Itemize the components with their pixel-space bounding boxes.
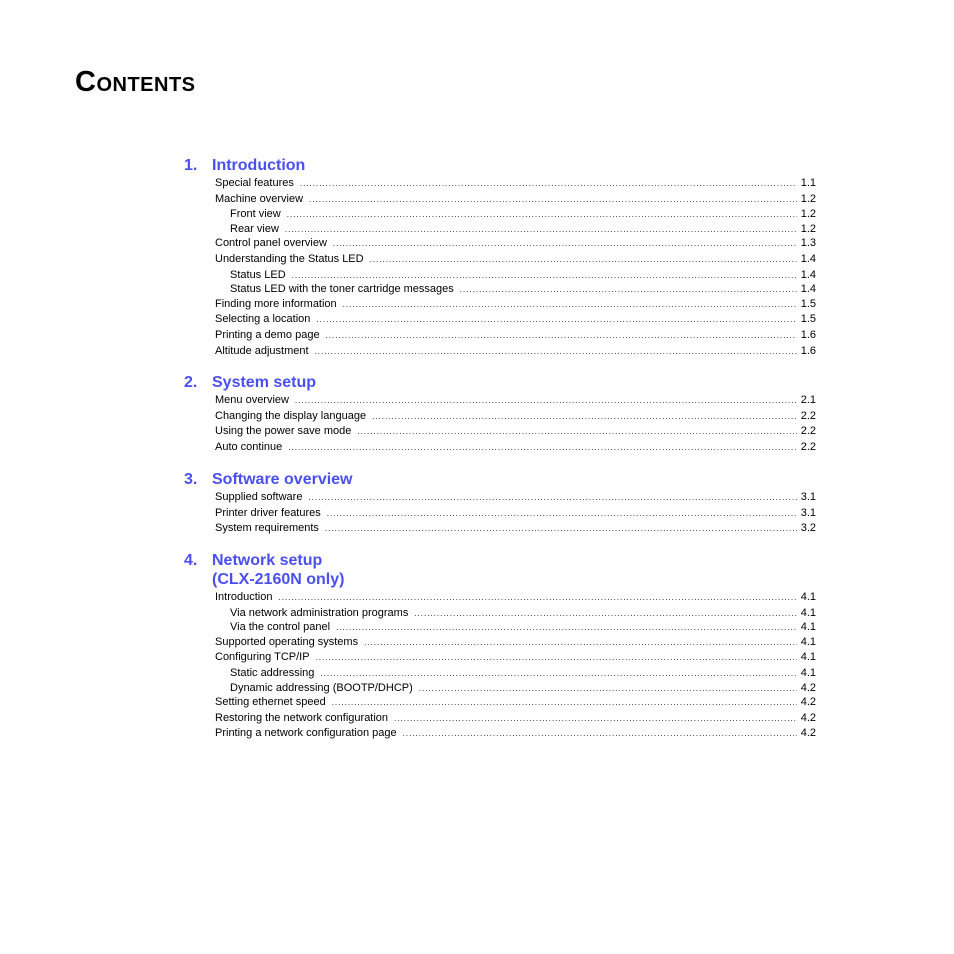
dot-leader [285,223,797,238]
toc-entry[interactable] [184,620,816,635]
toc-entry-label: Front view [230,208,281,221]
toc-page-number: 2.2 [800,425,816,438]
toc-entry-label: Printer driver features [215,506,321,519]
toc-page-number: 1.2 [800,208,816,221]
section-title: Introduction [212,157,306,174]
toc-page-number: 1.6 [800,344,816,357]
dot-leader [327,506,797,522]
toc-entry[interactable] [184,312,816,328]
toc-entry[interactable] [184,695,816,711]
toc-entry[interactable] [184,176,816,192]
toc-entry-label: Understanding the Status LED [215,252,364,265]
section-number: 3. [184,471,198,488]
toc-entry-label: Changing the display language [215,409,367,422]
section-number: 2. [184,374,198,391]
toc-section [184,470,816,537]
toc-entry-label: Control panel overview [215,237,327,250]
dot-leader [308,490,796,506]
toc-entry[interactable] [184,192,816,208]
toc-entry-label: System requirements [215,522,319,535]
toc-entry-label: Menu overview [215,394,289,406]
toc-page-number: 4.1 [800,651,816,664]
toc-entry-label: Finding more information [215,297,337,310]
toc-entry[interactable] [184,393,816,409]
dot-leader [403,726,797,742]
dot-leader [288,440,796,456]
toc-entry[interactable] [184,282,816,297]
toc-entry-label: Restoring the network configuration [215,711,389,724]
toc-entry[interactable] [184,635,816,651]
dot-leader [309,192,797,208]
dot-leader [414,607,796,622]
toc-page-number: 4.2 [800,696,816,709]
toc-page-number: 1.4 [800,252,816,265]
toc-page-number: 3.1 [800,491,816,503]
toc-page-number: 4.1 [800,666,816,679]
section-heading[interactable] [184,156,816,175]
toc-entry-label: Printing a network configuration page [215,727,397,740]
toc-entry-label: Via the control panel [230,621,331,634]
dot-leader [278,590,796,606]
dot-leader [300,176,797,192]
toc-entry[interactable] [184,490,816,506]
toc-entry[interactable] [184,236,816,252]
toc-entry[interactable] [184,207,816,222]
toc-entry[interactable] [184,506,816,522]
toc-entry-label: Machine overview [215,192,304,205]
page-title: Contents [75,66,196,98]
dot-leader [325,521,797,537]
toc-entry[interactable] [184,726,816,742]
toc-entry-label: Using the power save mode [215,425,352,438]
dot-leader [295,393,797,409]
section-heading[interactable] [184,373,816,392]
toc-page-number: 4.1 [800,635,816,648]
section-title: Network setup (CLX-2160N only) [212,552,345,588]
toc-entry[interactable] [184,521,816,537]
toc-entry[interactable] [184,328,816,344]
toc-entry[interactable] [184,344,816,360]
toc-page-number: 3.1 [800,506,816,519]
toc-page-number: 2.2 [800,409,816,422]
dot-leader [333,236,797,252]
dot-leader [287,208,797,223]
toc-page-number: 4.2 [800,727,816,740]
toc-page-number: 2.2 [800,440,816,453]
toc-page-number: 1.3 [800,237,816,250]
toc-page-number: 1.6 [800,328,816,341]
dot-leader [316,312,796,328]
toc-entry[interactable] [184,650,816,666]
toc-page-number: 1.5 [800,313,816,326]
dot-leader [364,635,797,651]
toc-page-number: 3.2 [800,522,816,535]
toc-page-number: 1.1 [800,177,816,189]
dot-leader [315,344,797,360]
dot-leader [343,297,797,313]
toc-section [184,373,816,455]
toc-entry-label: Status LED [230,268,286,281]
toc-page-number: 4.2 [800,711,816,724]
toc-entry[interactable] [184,268,816,283]
toc-page-number: 1.4 [800,268,816,281]
section-heading[interactable] [184,551,816,589]
toc-page-number: 4.2 [800,681,816,694]
toc-entry-label: Rear view [230,222,279,235]
section-title: System setup [212,374,317,391]
dot-leader [419,682,797,697]
toc-entry-label: Dynamic addressing (BOOTP/DHCP) [230,681,413,694]
dot-leader [326,328,797,344]
toc-entry-label: Printing a demo page [215,328,320,341]
toc-page-number: 2.1 [800,394,816,406]
dot-leader [357,424,796,440]
toc-entry-label: Status LED with the toner cartridge messages [230,283,454,296]
toc-entry[interactable] [184,297,816,313]
dot-leader [372,409,797,425]
toc-entry[interactable] [184,409,816,425]
toc-page-number: 1.2 [800,222,816,235]
toc-entry[interactable] [184,711,816,727]
toc-entry-label: Selecting a location [215,313,311,326]
section-number: 1. [184,157,198,174]
toc-entry[interactable] [184,681,816,696]
toc-entry[interactable] [184,424,816,440]
dot-leader [394,711,797,727]
toc-entry-label: Setting ethernet speed [215,696,326,709]
dot-leader [332,695,797,711]
toc-entry-label: Introduction [215,591,273,603]
dot-leader [316,650,797,666]
toc-page-number: 4.1 [800,606,816,619]
section-heading[interactable] [184,470,816,489]
toc-entry[interactable] [184,252,816,268]
toc-page-number: 1.2 [800,192,816,205]
toc-entry[interactable] [184,590,816,606]
toc-section [184,551,816,742]
section-title: Software overview [212,471,353,488]
toc-section [184,156,816,359]
dot-leader [370,252,797,268]
toc-page-number: 1.5 [800,297,816,310]
toc-entry-label: Configuring TCP/IP [215,651,310,664]
dot-leader [292,269,797,284]
toc-entry-label: Special features [215,177,294,189]
toc-entry-label: Static addressing [230,666,315,679]
dot-leader [320,667,796,682]
toc-entry[interactable] [184,222,816,237]
toc-entry[interactable] [184,440,816,456]
toc-page-number: 1.4 [800,283,816,296]
dot-leader [336,621,797,636]
toc-page-number: 4.1 [800,621,816,634]
toc-entry-label: Altitude adjustment [215,344,309,357]
toc-entry-label: Via network administration programs [230,606,409,619]
section-number: 4. [184,552,198,569]
toc-entry-label: Supplied software [215,491,303,503]
toc-entry-label: Auto continue [215,440,283,453]
toc-entry[interactable] [184,606,816,621]
dot-leader [460,283,797,298]
toc-entry[interactable] [184,666,816,681]
toc-entry-label: Supported operating systems [215,635,359,648]
toc-page-number: 4.1 [800,591,816,603]
